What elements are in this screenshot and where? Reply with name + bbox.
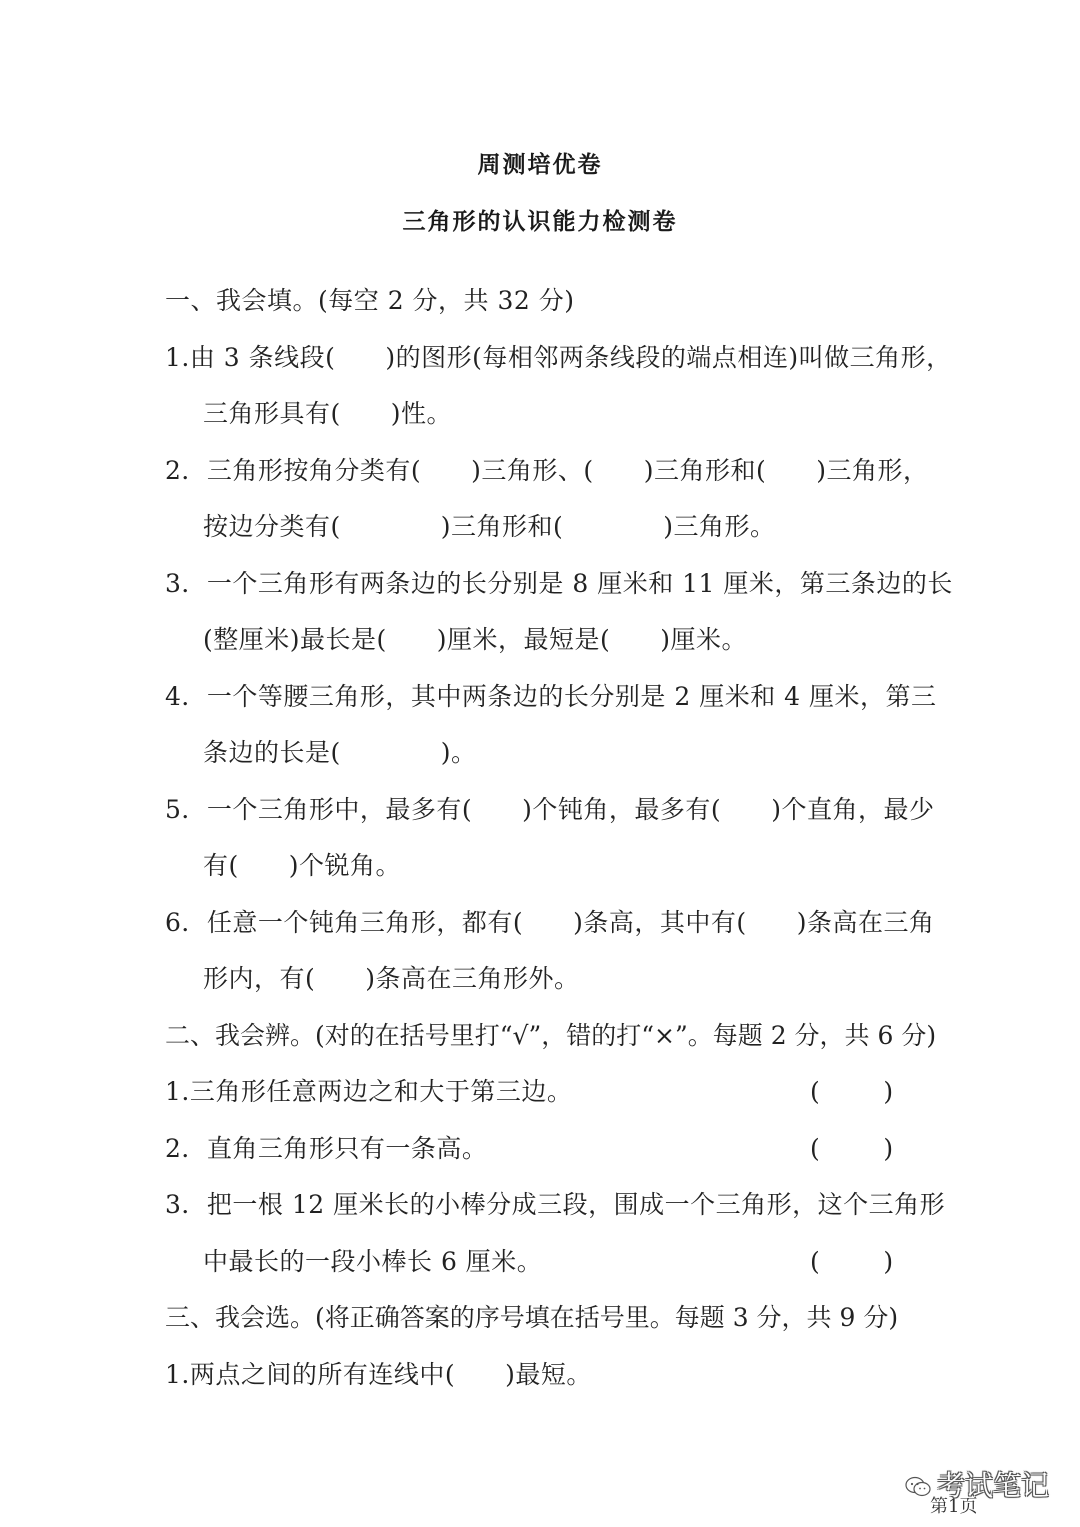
page-title: 周测培优卷 <box>477 152 603 178</box>
watermark-text: 考试笔记 <box>937 1469 1050 1502</box>
section1-heading: 一、我会填。(每空 2 分，共 32 分) <box>165 286 575 315</box>
answer-blank: ( ) <box>810 1247 894 1276</box>
answer-blank: ( ) <box>810 1134 894 1163</box>
answer-blank: ( ) <box>810 1077 894 1106</box>
watermark <box>905 1468 1055 1508</box>
page-subtitle: 三角形的认识能力检测卷 <box>402 209 678 235</box>
wechat-icon <box>905 1476 931 1498</box>
section3-heading: 三、我会选。(将正确答案的序号填在括号里。每题 3 分，共 9 分) <box>165 1303 899 1332</box>
section2-heading: 二、我会辨。(对的在括号里打“√”，错的打“×”。每题 2 分，共 6 分) <box>165 1021 937 1050</box>
page-number: 第1页 <box>930 1496 978 1517</box>
